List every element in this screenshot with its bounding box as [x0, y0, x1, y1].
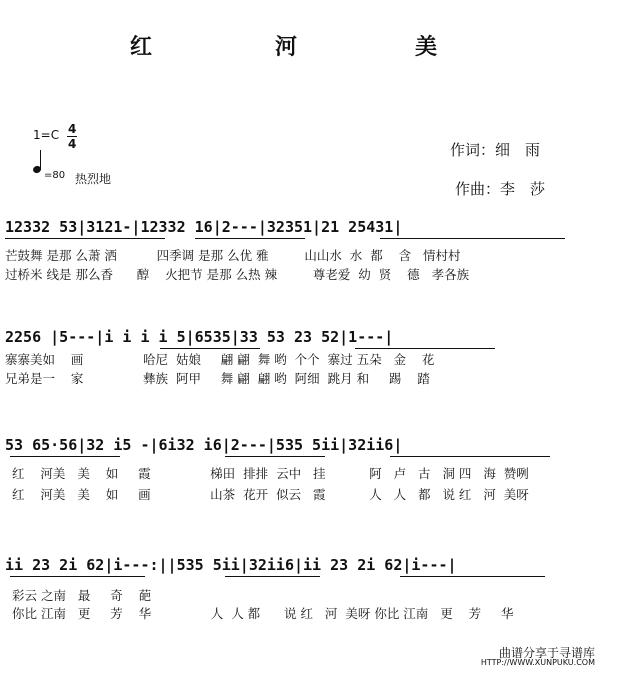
title-char-1: 红	[130, 35, 153, 60]
underline	[10, 576, 145, 577]
lyric-verse-1: 寨寨美如 画 哈尼 姑娘 翩 翩 舞 哟 个个 寨过 五朵 金 花	[5, 352, 435, 367]
tempo-word: 热烈地	[75, 172, 112, 186]
footer-site-label: 曲谱分享于寻谱库	[498, 646, 595, 660]
footer-url: HTTP://WWW.XUNPUKU.COM	[480, 658, 595, 667]
score-system-4	[0, 553, 620, 623]
song-title	[0, 30, 620, 64]
underline	[195, 238, 305, 239]
lyric-verse-2: 你比 江南 更 芳 华 人 人 都 说 红 河 美呀 你比 江南 更 芳 华	[12, 606, 514, 621]
lyric-verse-2: 兄弟是一 家 彝族 阿甲 舞 翩 翩 哟 阿细 跳月 和 踢 踏	[5, 371, 430, 386]
underline	[390, 456, 550, 457]
lyric-verse-2: 红 河美 美 如 画 山茶 花开 似云 霞 人 人 都 说 红 河 美呀	[12, 487, 529, 502]
underline	[225, 456, 325, 457]
lyric-verse-1: 彩云 之南 最 奇 葩	[12, 588, 152, 603]
composer: 作曲：李 莎	[455, 180, 546, 198]
notation-line: ii 23 2i 62|i---:||535 5ii|32ii6|ii 23 2i 62|i---|	[5, 556, 457, 574]
underline	[225, 576, 320, 577]
notation-line: 2256 |5---|i i i i 5|6535|33 53 23 52|1---|	[5, 328, 394, 346]
tempo-value: =80	[44, 170, 66, 181]
score-system-2	[0, 325, 620, 395]
underline	[380, 238, 565, 239]
notation-line: 12332 53|3121-|12332 16|2---|32351|21 25431|	[5, 218, 403, 236]
score-system-1	[0, 215, 620, 285]
notation-line: 53 65·56|32 i5 -|6i32 i6|2---|535 5ii|32ii6|	[5, 436, 403, 454]
lyricist: 作词：细 雨	[450, 141, 541, 159]
lyric-verse-2: 过桥米 线是 那么香 醇 火把节 是那 么热 辣 尊老爱 幼 贤 德 孝各族	[5, 267, 470, 282]
time-signature-bottom: 4	[68, 137, 77, 151]
lyric-verse-1: 红 河美 美 如 霞 梯田 排排 云中 挂 阿 卢 古 洞 四 海 赞咧	[12, 466, 529, 481]
underline	[5, 238, 165, 239]
title-char-3: 美	[415, 35, 438, 60]
underline	[160, 348, 260, 349]
score-system-3	[0, 433, 620, 503]
underline	[10, 456, 120, 457]
underline	[355, 348, 495, 349]
underline	[400, 576, 545, 577]
lyric-verse-1: 芒鼓舞 是那 么萧 洒 四季调 是那 么优 雅 山山水 水 都 含 情村村	[5, 248, 461, 263]
title-char-2: 河	[275, 35, 298, 60]
key-signature: 1=C	[33, 128, 60, 142]
time-signature-top: 4	[68, 122, 77, 136]
